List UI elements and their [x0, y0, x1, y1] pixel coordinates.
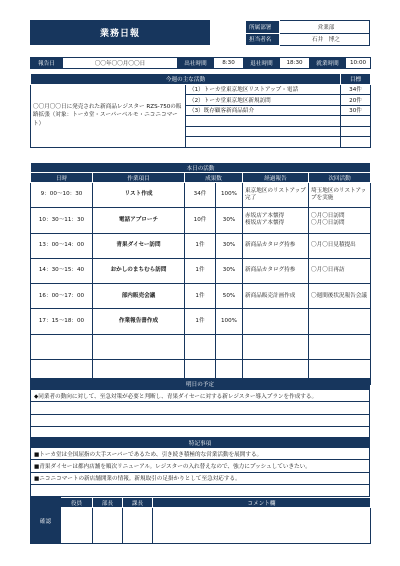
- clock-in-label: 出社時間: [178, 58, 214, 69]
- table-row: [31, 183, 371, 208]
- department-value: 営業部: [280, 21, 370, 34]
- approval-table: [30, 497, 371, 544]
- notes-line: ■トーカ堂は全国屈指の大手スーパーであるため、引き続き積極的な営業活動を展開する。: [31, 448, 370, 460]
- row-progress: 新商品カタログ持参: [243, 258, 309, 283]
- clock-out-label: 退社時間: [244, 58, 280, 69]
- weekly-activity-count: [341, 116, 371, 127]
- column-header-progress: 経過報告: [243, 173, 309, 183]
- row-time: [31, 334, 93, 359]
- clock-in-value: 8:30: [214, 58, 244, 69]
- stamp-box-manager[interactable]: [93, 508, 123, 544]
- table-row: [31, 309, 371, 334]
- comment-heading: コメント欄: [153, 498, 371, 508]
- row-rate: 30%: [216, 233, 243, 258]
- row-task: リスト作成: [93, 183, 185, 208]
- tomorrow-heading: 明日の予定: [31, 379, 370, 390]
- weekly-heading: 今週の主な活動: [31, 74, 341, 85]
- row-next: 〇月〇日再訪: [309, 258, 371, 283]
- weekly-activity-count: 30件: [341, 105, 371, 116]
- work-hours-value: 10:00: [346, 58, 371, 69]
- row-time: 9：00〜10：30: [31, 183, 93, 208]
- row-count: [185, 334, 216, 359]
- table-row: [31, 233, 371, 258]
- row-count: 1件: [185, 284, 216, 309]
- column-header-results: 成果数: [185, 173, 243, 183]
- report-date-label: 報告日: [31, 58, 63, 69]
- row-time: 17：15〜18：00: [31, 309, 93, 334]
- row-task: 作業報告書作成: [93, 309, 185, 334]
- daily-rows: [31, 183, 371, 385]
- weekly-activity-count: 20件: [341, 95, 371, 106]
- column-header-task: 作業項目: [93, 173, 185, 183]
- row-time: 10：30〜11：30: [31, 208, 93, 233]
- weekly-activity-count: [341, 126, 371, 137]
- table-row: [31, 208, 371, 233]
- approval-column-executive: 役員: [61, 498, 93, 508]
- weekly-activity: （3）既存顧客新商品紹介: [186, 105, 341, 116]
- tomorrow-line: ◆同業者の動向に対して、至急対策が必要と判断し、青果ダイセーに対する新レジスター導入プランを作成する。: [31, 390, 370, 402]
- row-rate: 100%: [216, 309, 243, 334]
- row-rate: 30%: [216, 208, 243, 233]
- row-count: 1件: [185, 258, 216, 283]
- comment-field[interactable]: [153, 508, 371, 544]
- column-header-next: 次回活動: [309, 173, 371, 183]
- row-rate: 30%: [216, 258, 243, 283]
- clock-out-value: 18:30: [280, 58, 310, 69]
- notes-line: ■ニコニコマートの新店舗開業の情報。新規取引の足掛かりとして至急対応する。: [31, 472, 370, 484]
- staff-label: 担当者名: [246, 33, 280, 46]
- row-task: [93, 334, 185, 359]
- department-label: 所属部署: [246, 21, 280, 34]
- tomorrow-line: [31, 414, 370, 426]
- row-progress: [243, 309, 309, 334]
- weekly-activities-table: [30, 73, 371, 148]
- weekly-activity-count: 34件: [341, 84, 371, 95]
- row-time: 16：00〜17：00: [31, 284, 93, 309]
- row-next: 〇週間後状況報告会議: [309, 284, 371, 309]
- row-rate: 50%: [216, 284, 243, 309]
- stamp-box-executive[interactable]: [61, 508, 93, 544]
- weekly-activity: （2）トーカ堂東京地区新規訪問: [186, 95, 341, 106]
- notes-line: [31, 484, 370, 496]
- row-count: 1件: [185, 309, 216, 334]
- staff-value: 石井 博之: [280, 33, 370, 46]
- page-title: 業務日報: [30, 20, 210, 45]
- notes-line: ■青果ダイセーは都内店舗を順次リニューアル。レジスターの入れ替えなので、強力にプッシュしていきたい。: [31, 460, 370, 472]
- row-progress: 東京地区のリストアップ完了: [243, 183, 309, 208]
- row-time: 14：30〜15：40: [31, 258, 93, 283]
- tomorrow-line: [31, 402, 370, 414]
- row-count: 34件: [185, 183, 216, 208]
- table-row: [31, 334, 371, 359]
- report-line-table: [30, 57, 371, 69]
- weekly-activity: （1）トーカ堂東京地区リストアップ・電話: [186, 84, 341, 95]
- row-progress: [243, 334, 309, 359]
- approval-label: 確認: [31, 498, 61, 544]
- special-notes-table: [30, 437, 370, 497]
- row-progress: 新商品カタログ持参: [243, 233, 309, 258]
- weekly-target-heading: 目標: [341, 74, 371, 85]
- row-time: 13：00〜14：00: [31, 233, 93, 258]
- row-task: おかしのまちむら訪問: [93, 258, 185, 283]
- weekly-activity: [186, 116, 341, 127]
- staff-info-table: [245, 20, 370, 46]
- column-header-time: 日時: [31, 173, 93, 183]
- row-next: 〇月〇日訪問 〇月〇日訪問: [309, 208, 371, 233]
- tomorrow-plan-table: [30, 378, 370, 439]
- row-next: [309, 334, 371, 359]
- row-rate: 100%: [216, 183, 243, 208]
- weekly-goal: 〇〇月〇〇日に発売された新商品レジスター RZS-750の販路拡張（対象：トーカ堂・スーパーベルモ・ニコニコマート）: [31, 84, 186, 147]
- weekly-activity: [186, 137, 341, 148]
- row-next: 埼玉地区のリストアップを実施: [309, 183, 371, 208]
- work-hours-label: 就業時間: [310, 58, 346, 69]
- row-next: [309, 309, 371, 334]
- row-task: 部内販売会議: [93, 284, 185, 309]
- daily-heading: 本日の活動: [31, 163, 371, 173]
- table-row: [31, 258, 371, 283]
- row-next: 〇月〇日見積提出: [309, 233, 371, 258]
- row-rate: [216, 334, 243, 359]
- weekly-activity-count: [341, 137, 371, 148]
- weekly-activity: [186, 126, 341, 137]
- table-row: [31, 284, 371, 309]
- stamp-box-section-chief[interactable]: [123, 508, 153, 544]
- row-count: 1件: [185, 233, 216, 258]
- row-progress: 新商品販売計画作成: [243, 284, 309, 309]
- daily-activities-table: [30, 162, 371, 385]
- report-date-value: 〇〇年〇〇月〇〇日: [63, 58, 178, 69]
- approval-column-section-chief: 課長: [123, 498, 153, 508]
- notes-heading: 特記事項: [31, 438, 370, 448]
- row-count: 10件: [185, 208, 216, 233]
- row-task: 青果ダイセー訪問: [93, 233, 185, 258]
- row-progress: 赤坂店ア本懐得 桜坂店ア本懐得: [243, 208, 309, 233]
- approval-column-manager: 部長: [93, 498, 123, 508]
- row-task: 電話アプローチ: [93, 208, 185, 233]
